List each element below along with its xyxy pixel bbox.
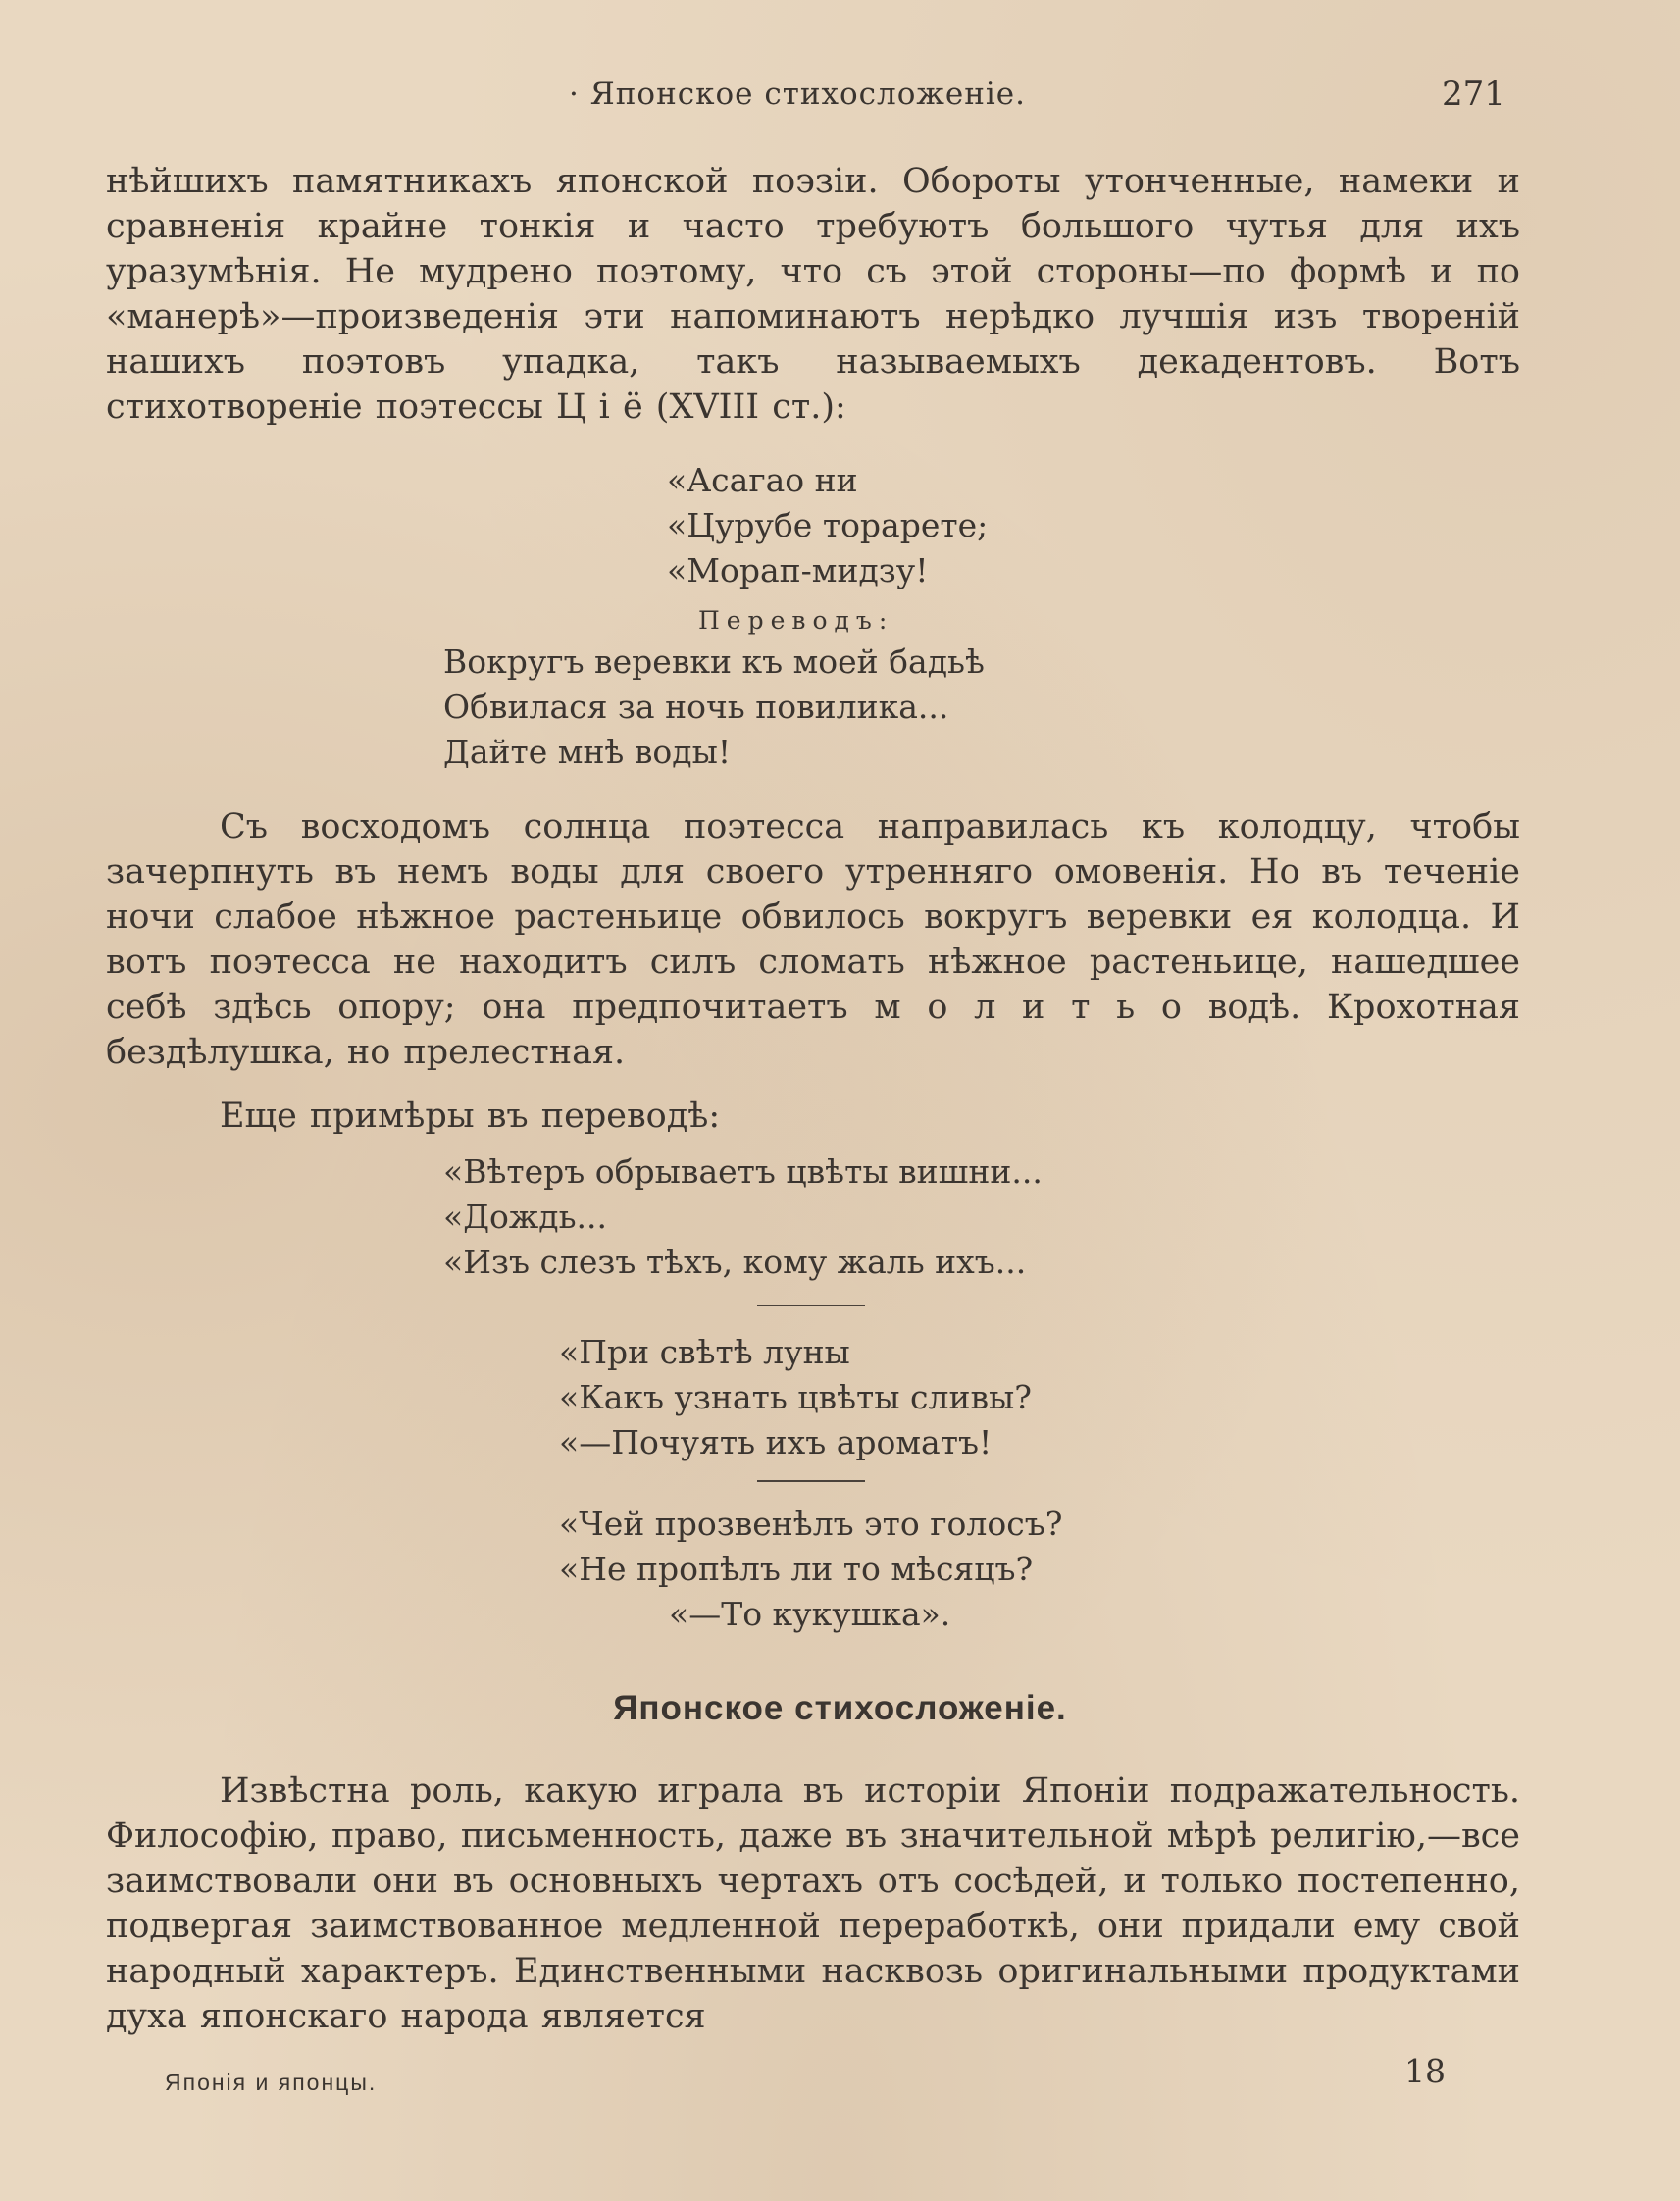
poem-line: Вокругъ веревки къ моей бадьѣ bbox=[443, 642, 985, 681]
poem-example-plum bbox=[559, 1330, 1032, 1465]
signature-mark: 18 bbox=[1404, 2052, 1446, 2090]
footer-book-title: Японія и японцы. bbox=[165, 2070, 378, 2095]
paragraph-text: Съ восходомъ солнца поэтесса направилась къ колодцу, чтобы зачерпнуть въ немъ воды для своего утренняго омовенія. Но въ теченіе ночи слабое нѣжное растеньице обвилось вокругъ веревки ея колодца. И вотъ поэтесса не находитъ силъ сломать нѣжное растеньице, нашедшее себѣ здѣсь опору; она предпочитаетъ м о л и т ь о водѣ. Крохотная бездѣлушка, но прелестная. bbox=[106, 807, 1520, 1072]
divider-rule bbox=[757, 1305, 865, 1306]
poem-line: Обвилася за ночь повилика... bbox=[443, 688, 949, 726]
poem-original bbox=[667, 458, 988, 593]
poem-example-cherry bbox=[443, 1150, 1043, 1285]
poem-line: «Какъ узнать цвѣты сливы? bbox=[559, 1378, 1032, 1416]
section-paragraph bbox=[106, 1768, 1520, 2039]
translation-label: Переводъ: bbox=[698, 606, 894, 635]
poem-line: «—То кукушка». bbox=[669, 1595, 951, 1633]
divider-rule bbox=[757, 1480, 865, 1482]
poem-line: «Вѣтеръ обрываетъ цвѣты вишни... bbox=[443, 1152, 1043, 1191]
poem-line: «Асагао ни bbox=[667, 461, 858, 499]
paragraph-text: нѣйшихъ памятникахъ японской поэзіи. Обороты утонченные, намеки и сравненія крайне тонкія и часто требуютъ большого чутья для ихъ уразумѣнія. Не мудрено поэтому, что съ этой стороны—по формѣ и по «манерѣ»—произведенія эти напоминаютъ нерѣдко лучшія изъ твореній нашихъ поэтовъ упадка, такъ называемыхъ декадентовъ. Вотъ стихотвореніе поэтессы Ц і ё (XVIII ст.): bbox=[106, 162, 1520, 427]
poem-line: «Чей прозвенѣлъ это голосъ? bbox=[559, 1505, 1063, 1543]
paragraph-text: Еще примѣры въ переводѣ: bbox=[220, 1097, 721, 1136]
poem-line: «Не пропѣлъ ли то мѣсяцъ? bbox=[559, 1550, 1034, 1588]
section-heading: Японское стихосложеніе. bbox=[613, 1689, 1067, 1727]
poem-line: Дайте мнѣ воды! bbox=[443, 733, 732, 771]
poem-line: «Дождь... bbox=[443, 1198, 607, 1236]
poem-line: «Цурубе торарете; bbox=[667, 506, 989, 544]
running-title: · Японское стихосложеніе. bbox=[569, 77, 1027, 112]
paragraph-text: Извѣстна роль, какую играла въ исторіи Японіи подражательность. Философію, право, письменность, даже въ значительной мѣрѣ религію,—все заимствовали они въ основныхъ чертахъ отъ сосѣдей, и только постепенно, подвергая заимствованное медленной переработкѣ, они придали ему свой народный характеръ. Единственными насквозь оригинальными продуктами духа японскаго народа является bbox=[106, 1771, 1520, 2036]
running-head bbox=[0, 77, 1680, 126]
commentary-paragraph bbox=[106, 804, 1520, 1075]
poem-line: «Изъ слезъ тѣхъ, кому жаль ихъ... bbox=[443, 1243, 1027, 1281]
paragraph-continuation bbox=[106, 159, 1520, 430]
poem-line: «Морап-мидзу! bbox=[667, 551, 929, 589]
page-number: 271 bbox=[1442, 75, 1505, 114]
poem-line: «При свѣтѣ луны bbox=[559, 1333, 850, 1371]
poem-translation bbox=[443, 640, 985, 775]
examples-intro bbox=[106, 1094, 1520, 1139]
poem-example-cuckoo bbox=[559, 1502, 1062, 1637]
poem-line: «—Почуять ихъ ароматъ! bbox=[559, 1423, 993, 1461]
